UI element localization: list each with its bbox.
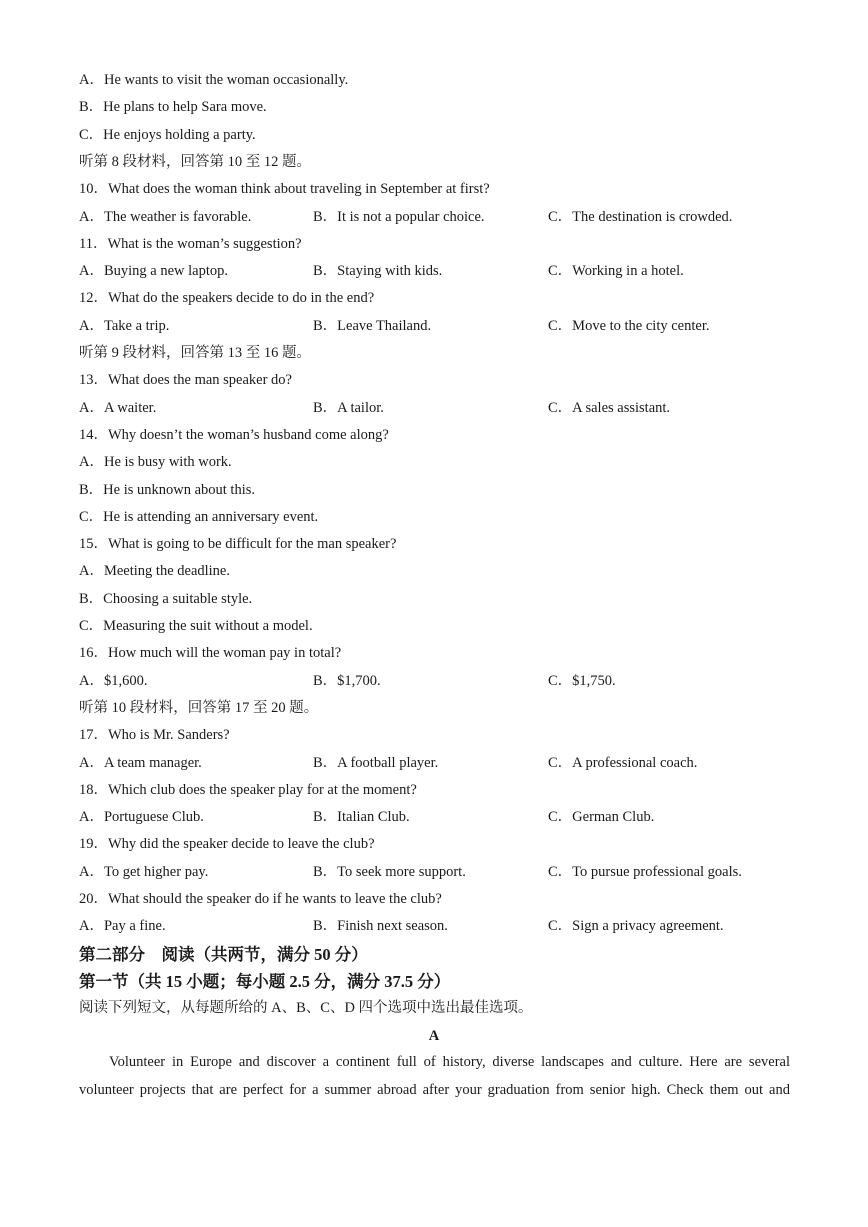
answer-option-c: C．Move to the city center. [548,317,710,334]
answer-option-b: B．Leave Thailand. [313,317,432,334]
answer-option-a: A．A team manager. [79,754,202,771]
text-line: C．He enjoys holding a party. [79,126,256,143]
text-line: 14．Why doesn’t the woman’s husband come along? [79,426,389,443]
answer-option-b: B．Staying with kids. [313,263,443,280]
section-heading: 第一节（共 15 小题；每小题 2.5 分，满分 37.5 分） [79,971,451,991]
text-line: B．He plans to help Sara move. [79,99,267,116]
text-line: 18．Which club does the speaker play for at the moment? [79,781,417,798]
answer-option-a: A．$1,600. [79,672,148,689]
answer-option-c: C．The destination is crowded. [548,208,733,225]
text-line: 听第 9 段材料，回答第 13 至 16 题。 [79,345,311,361]
text-line: C．Measuring the suit without a model. [79,618,313,634]
text-line: 阅读下列短文，从每题所给的 A、B、C、D 四个选项中选出最佳选项。 [79,1000,533,1017]
answer-option-a: A．A waiter. [79,399,157,416]
text-line: B．He is unknown about this. [79,481,256,498]
text-line: 12．What do the speakers decide to do in the end? [79,290,375,307]
passage-line: Volunteer in Europe and discover a continent full of history, diverse landscapes and culture. Here are several [109,1054,790,1070]
passage-label: A [428,1027,440,1044]
answer-option-a: A．The weather is favorable. [79,208,252,225]
text-line: 听第 10 段材料，回答第 17 至 20 题。 [79,699,319,716]
text-line: 19．Why did the speaker decide to leave the club? [79,836,375,853]
answer-option-b: B．Italian Club. [313,809,410,826]
text-line: 15．What is going to be difficult for the man speaker? [79,536,397,553]
answer-option-c: C．$1,750. [548,672,616,689]
answer-option-a: A．Pay a fine. [79,918,166,935]
answer-option-c: C．To pursue professional goals. [548,863,742,880]
text-line: 20．What should the speaker do if he wants to leave the club? [79,891,442,907]
text-line: B．Choosing a suitable style. [79,590,253,607]
text-line: 10．What does the woman think about traveling in September at first? [79,181,490,198]
text-line: 听第 8 段材料，回答第 10 至 12 题。 [79,153,311,170]
text-line: A．He wants to visit the woman occasionally. [79,72,349,88]
answer-option-a: A．Buying a new laptop. [79,263,229,280]
answer-option-b: B．A football player. [313,754,439,771]
text-line: 11．What is the woman’s suggestion? [79,235,302,252]
answer-option-b: B．A tailor. [313,399,384,416]
passage-line: volunteer projects that are perfect for a summer abroad after your graduation from senior high. Check them out and [79,1081,790,1098]
answer-option-c: C．A sales assistant. [548,399,671,416]
text-line: 17．Who is Mr. Sanders? [79,727,230,744]
answer-option-c: C．Working in a hotel. [548,263,684,280]
answer-option-c: C．Sign a privacy agreement. [548,918,724,935]
answer-option-b: B．It is not a popular choice. [313,208,485,225]
answer-option-a: A．Take a trip. [79,317,170,334]
answer-option-b: B．Finish next season. [313,918,448,935]
answer-option-c: C．German Club. [548,809,655,826]
section-heading: 第二部分 阅读（共两节，满分 50 分） [79,944,368,964]
text-line: A．Meeting the deadline. [79,563,230,580]
text-line: 16．How much will the woman pay in total? [79,645,342,662]
text-line: A．He is busy with work. [79,454,232,471]
answer-option-c: C．A professional coach. [548,754,698,771]
text-line: C．He is attending an anniversary event. [79,508,319,525]
answer-option-b: B．To seek more support. [313,863,466,880]
answer-option-a: A．Portuguese Club. [79,809,204,826]
answer-option-b: B．$1,700. [313,672,381,689]
answer-option-a: A．To get higher pay. [79,863,209,880]
text-line: 13．What does the man speaker do? [79,372,292,389]
